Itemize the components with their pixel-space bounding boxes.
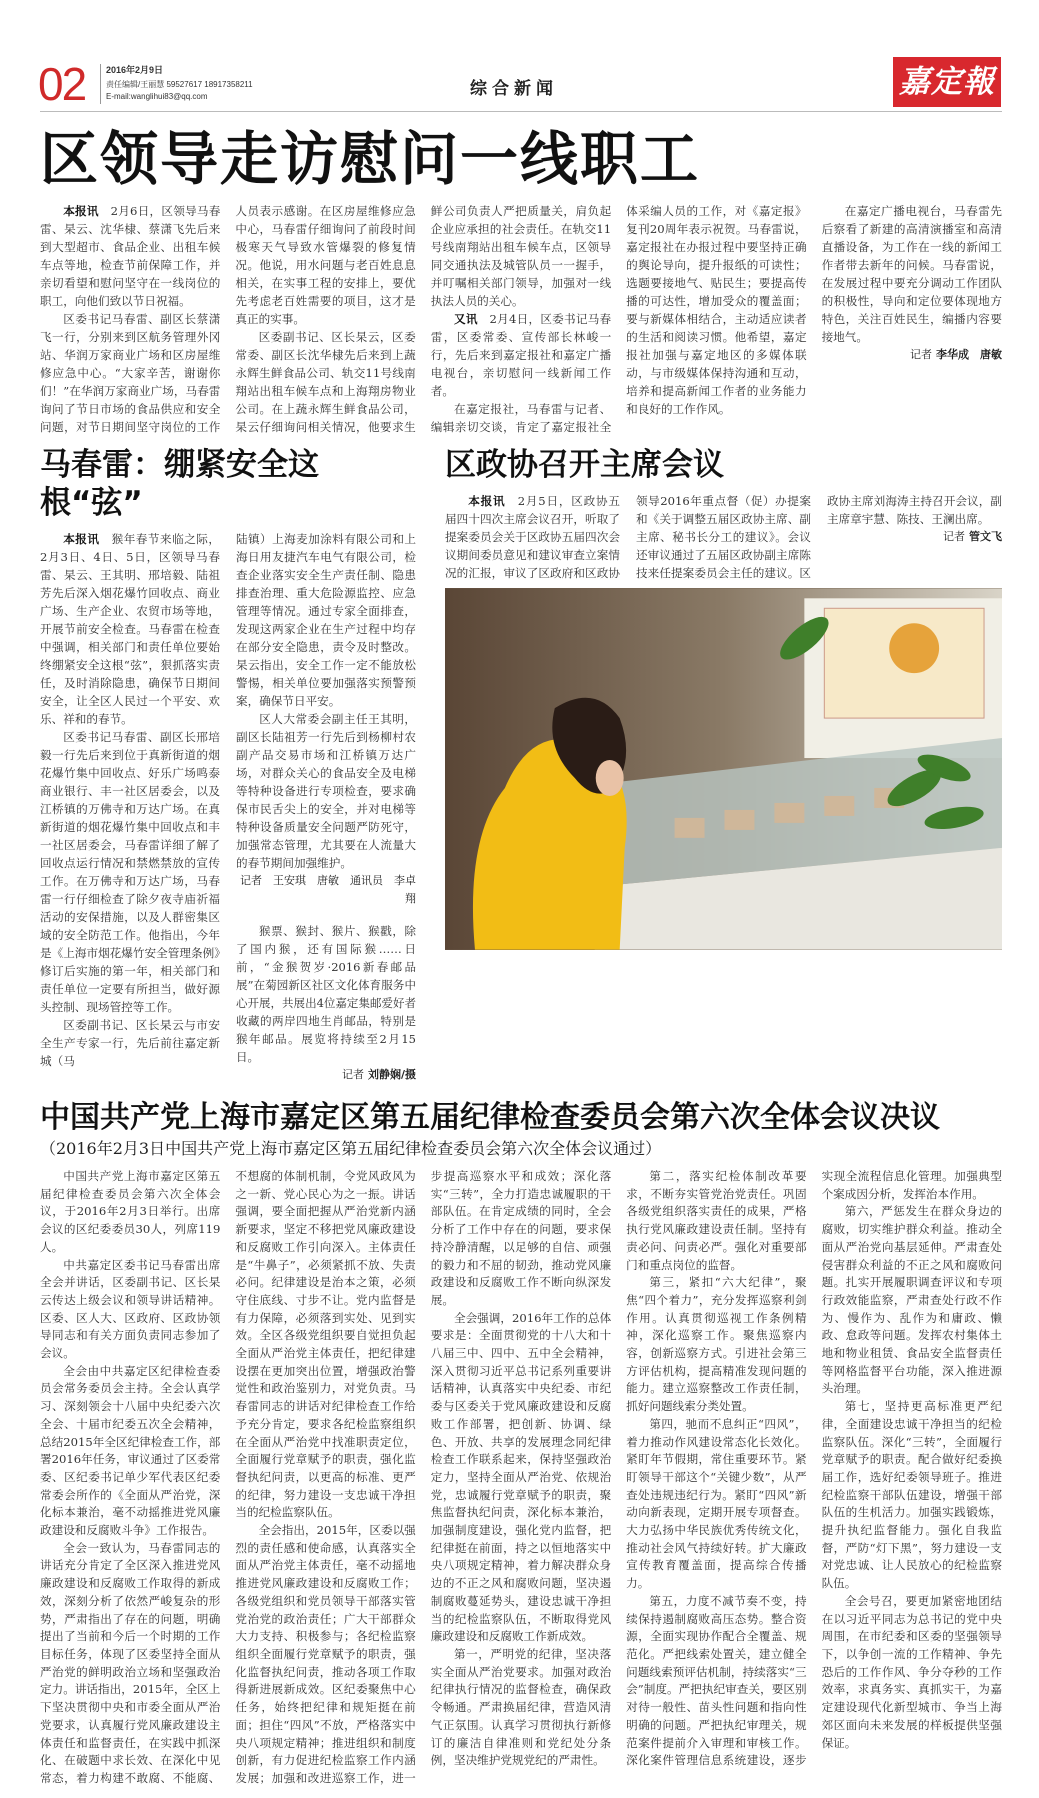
newspaper-logo: 嘉定報 — [893, 57, 1001, 107]
paragraph — [40, 1363, 220, 1540]
article-2-col-2-wrap — [236, 530, 416, 1084]
paragraph-text: 猴年春节来临之际，2月3日、4日、5日，区领导马春雷、杲云、王其明、邢培毅、陆祖芳先后深入烟花爆竹回收点、商业广场、生产企业、农贸市场等地，开展节前安全检查。马春雷在检查中强调，相关部门和责任单位要始终绷紧安全这根“弦”，狠抓落实责任，及时消除隐患，确保节日期间安全，让全区人民过一个平安、欢乐、祥和的春节。 — [40, 532, 220, 726]
paragraph — [822, 1593, 1002, 1752]
paragraph-text: 区委副书记、区长杲云与市安全生产专家一行，先后前往嘉定新城（马 — [40, 1018, 220, 1068]
photo-credit: 记者 刘静娴/摄 — [341, 1068, 416, 1081]
article-4-body — [40, 1168, 1002, 1788]
paragraph-text: 2月6日，区领导马春雷、杲云、沈华棣、蔡潇飞先后来到大型超市、食品企业、出租车候车点等地，检查节前保障工作，并亲切看望和慰问坚守在一线岗位的职工，向他们致以节日祝福。 — [40, 204, 221, 308]
editor-email: E-mail:wanglihui83@qq.com — [106, 92, 208, 101]
subheadline-4: （2016年2月3日中国共产党上海市嘉定区第五届纪律检查委员会第六次全体会议通过） — [40, 1139, 662, 1158]
headline-2: 马春雷：绷紧安全这根“弦” — [40, 447, 319, 521]
paragraph-text: 第四，驰而不息纠正“四风”，着力推动作风建设常态化长效化。紧盯年节假期，常住重要环节。紧盯领导干部这个“关键少数”，从严查处违规违纪行为。紧盯“四风”新动向新表现，定期开展专项督查。大力弘扬中华民族优秀传统文化，推动社会风气持续好转。扩大廉政宣传教育覆盖面，提高综合传播力。 — [626, 1416, 807, 1591]
paragraph-text: 第三，紧扣“六大纪律”，聚焦“四个着力”，充分发挥巡察利剑作用。认真贯彻巡视工作条例精神，深化巡察工作。聚焦巡察内容，创新巡察方式。引进社会第三方评估机构，提高精准发现问题的能力。建立巡察整改工作责任制，抓好问题线索分类处置。 — [626, 1275, 807, 1414]
paragraph-text: 陆镇）上海麦加涂料有限公司和上海日用友捷汽车电气有限公司，检查企业落实安全生产责任制、隐患排查治理、重大危险源监控、应急管理等情况。通过专家全面排查，发现这两家企业在生产过程中均存在部分安全隐患，责令及时整改。杲云指出，安全工作一定不能放松警惕，相关单位要加强落实预警预案，确保节日平安。 — [236, 532, 416, 708]
paragraph-text: 2月5日，区政协五届四十四次主席会议召开，听取了提案委员会关于区政协五届四次会议期间委员意见和建议审查立案情况的汇报，审议了区政府和区政协领导2016年重点督（促）办提案和《关于调整五届区政协主席、副主席、秘书长分工的建议》。会议还审议通过了五届区政协副主席陈技来任提案委员会主任的建议。区政协主席刘海涛主持召开会议，副主席章宇慧、陈技、王澜出席。 — [445, 494, 1002, 580]
paragraph-text: 在嘉定广播电视台，马春雷先后察看了新建的高清演播室和高清直播设备，为工作在一线的新闻工作者带去新年的问候。马春雷说，在发展过程中要充分调动工作团队的积极性，导向和定位要体现地方特色，关注百姓民生，编播内容要接地气。 — [821, 204, 1002, 344]
paragraph-text: 第二，落实纪检体制改革要求，不断夯实管党治党责任。巩固各级党组织落实责任的成果，严格执行党风廉政建设责任制。坚持有责必问、问责必严。强化对重要部门和重点岗位的监督。 — [626, 1169, 807, 1272]
paragraph — [626, 1168, 806, 1274]
byline: 记者 管文飞 — [943, 530, 1002, 543]
article-1-body — [40, 202, 1002, 436]
lead-tag: 本报讯 — [63, 532, 100, 546]
paragraph-text: 中国共产党上海市嘉定区第五届纪律检查委员会第六次全体会议，于2016年2月3日举行。出席会议的区纪委委员30人，列席119人。 — [40, 1169, 221, 1254]
paragraph — [236, 710, 416, 872]
photo-woman-viewing-stamps — [445, 588, 1002, 950]
paragraph-text: 在嘉定报社，马春雷与记者、编辑亲切交谈，肯定了嘉定报社全体采编人员的工作，对《嘉定报》复刊20周年表示祝贺。马春雷说，嘉定报社在办报过程中要坚持正确的舆论导向，提升报纸的可读性；选题要接地气、贴民生；要提高传播的可达性，增加受众的覆盖面；要与新媒体相结合，主动适应读者的生活和阅读习惯。他希望，嘉定报社加强与嘉定地区的多媒体联动，与市级媒体保持沟通和互动，培养和提高新闻工作者的业务能力和良好的工作作风。 — [430, 204, 807, 434]
paragraph-text: 区委书记马春雷、副区长蔡潇飞一行，分别来到区航务管理外冈站、华润万家商业广场和区房屋维修应急中心。“大家辛苦，谢谢你们！”在华润万家商业广场，马春雷询问了节日市场的食品供应和安全问题，对节日期间坚守岗位的工作人员表示感谢。在区房屋维修应急中心，马春雷仔细询问了前段时间极寒天气导致水管爆裂的修复情况。他说，用水问题与老百姓息息相关，在实事工程的安排上，要优先考虑老百姓需要的项目，这才是真正的实事。 — [40, 204, 416, 434]
paragraph-text: 全会指出，2015年，区委以强烈的责任感和使命感，认真落实全面从严治党主体责任，毫不动摇地推进党风廉政建设和反腐败工作；各级党组织和党员领导干部落实管党治党的政治责任；广大干部群众大力支持、积极参与；各纪检监察组织全面履行党章赋予的职责，强化监督执纪问责，推动各项工作取得新进展新成效。区纪委聚焦中心任务，始终把纪律和规矩挺在前面；担住“四风”不放，严格落实中央八项规定精神；推进组织和制度创新，有力促进纪检监察工作内涵发展；加强和改进巡察工作，进一步提高巡察水平和成效；深化落实“三转”，全力打造忠诚履职的干部队伍。在肯定成绩的同时，全会分析了工作中存在的问题，要求保持冷静清醒，以足够的自信、顽强的毅力和不屈的韧劲，推动党风廉政建设和反腐败工作不断向纵深发展。 — [235, 1169, 612, 1785]
article-3-body — [445, 492, 1002, 582]
paragraph — [822, 1398, 1002, 1593]
issue-date: 2016年2月9日 — [106, 65, 164, 75]
headline-1: 区领导走访慰问一线职工 — [40, 125, 701, 193]
paragraph-text: 全会强调，2016年工作的总体要求是：全面贯彻党的十八大和十八届三中、四中、五中全会精神，深入贯彻习近平总书记系列重要讲话精神，认真落实中央纪委、市纪委与区委关于党风廉政建设和反腐败工作部署，把创新、协调、绿色、开放、共享的发展理念同纪律检查工作联系起来，保持坚强政治定力，坚持全面从严治党、依规治党，忠诚履行党章赋予的职责，聚焦监督执纪问责，深化标本兼治，加强制度建设，强化党内监督，把纪律挺在前面，持之以恒地落实中央八项规定精神，着力解决群众身边的不正之风和腐败问题，坚决遏制腐败蔓延势头，建设忠诚干净担当的纪检监察队伍，不断取得党风廉政建设和反腐败工作新成效。 — [430, 1310, 612, 1644]
article-2-col-2 — [236, 530, 416, 908]
paragraph-text: 第七，坚持更高标准更严纪律，全面建设忠诚干净担当的纪检监察队伍。深化“三转”，全面履行党章赋予的职责。配合做好纪委换届工作，选好纪委领导班子。推进纪检监察干部队伍建设，增强干部队伍的生机活力。加强实践锻炼，提升执纪监督能力。强化自我监督，严防“灯下黑”，努力建设一支对党忠诚、让人民放心的纪检监察队伍。 — [821, 1399, 1002, 1591]
paragraph-text: 2月4日，区委书记马春雷，区委常委、宣传部长林峻一行，先后来到嘉定报社和嘉定广播电视台，亲切慰问一线新闻工作者。 — [430, 312, 612, 398]
section-title: 综合新闻 — [470, 79, 558, 99]
lead-tag: 本报讯 — [468, 494, 506, 508]
paragraph — [40, 1168, 220, 1257]
paragraph-text: 区委书记马春雷、副区长邢培毅一行先后来到位于真新街道的烟花爆竹集中回收点、好乐广场鸣泰商业银行、丰一社区居委会，以及江桥镇的万佛寺和万达广场。在真新街道的烟花爆竹集中回收点和丰一社区居委会，马春雷详细了解了回收点运行情况和禁燃禁放的宣传工作。在万佛寺和万达广场，马春雷一行仔细检查了除夕夜寺庙祈福活动的安保措施，以及人群密集区域的安全防范工作。他指出，今年是《上海市烟花爆竹安全管理条例》修订后实施的第一年，相关部门和责任单位一定要有所担当，做好源头控制、现场管控等工作。 — [40, 730, 220, 1014]
paragraph — [236, 530, 416, 710]
paragraph-text: 中共嘉定区委书记马春雷出席全会并讲话，区委副书记、区长杲云传达上级会议和领导讲话精神。区委、区人大、区政府、区政协领导同志和有关方面负责同志参加了会议。 — [40, 1257, 221, 1361]
paragraph-text: 第一，严明党的纪律，坚决落实全面从严治党要求。加强对政治纪律执行情况的监督检查，确保政令畅通。严肃换届纪律，营造风清气正氛围。认真学习贯彻执行新修订的廉洁自律准则和党纪处分条例，坚决维护党规党纪的严肃性。 — [430, 1646, 612, 1768]
middle-row — [40, 446, 1002, 1084]
paragraph — [431, 1646, 611, 1770]
paragraph — [822, 202, 1002, 346]
byline: 记者 王安琪 唐敏 通讯员 李卓翔 — [240, 874, 416, 905]
paragraph — [40, 202, 220, 310]
paragraph — [626, 1274, 806, 1416]
paragraph — [40, 530, 220, 728]
paragraph — [40, 728, 220, 1016]
article-2-col-1 — [40, 530, 220, 1070]
page-header — [40, 0, 1002, 112]
page-number: 02 — [38, 58, 86, 110]
article-3 — [445, 446, 1002, 950]
paragraph-text: 全会号召，要更加紧密地团结在以习近平同志为总书记的党中央周围，在市纪委和区委的坚强领导下，以争创一流的工作精神、争先恐后的工作作风、争分夺秒的工作效率，求真务实、真抓实干，为嘉定建设现代化新型城市、争当上海郊区面向未来发展的样板提供坚强保证。 — [821, 1593, 1002, 1750]
paragraph — [822, 1203, 1002, 1398]
caption-text: 猴票、猴封、猴片、猴戳，除了国内猴，还有国际猴……日前，“金猴贺岁·2016新春邮品展”在菊园新区社区文化体育服务中心开展，共展出4位嘉定集邮爱好者收藏的两岸四地生肖邮品，特别是猴年邮品。展览将持续至2月15日。 — [236, 924, 416, 1064]
article-2-columns — [40, 530, 417, 1084]
paragraph-text: 第五，力度不减节奏不变，持续保持遏制腐败高压态势。整合资源，全面实现协作配合全覆盖、规范化。严把线索处置关，建立健全问题线索预评估机制，持续落实“三会”制度。严把执纪审查关，要区别对待一般性、苗头性问题和指向性明确的问题。严把执纪审理关，规范案件提前介入审理和审核工作。深化案件管理信息系统建设，逐步实现全流程信息化管理。加强典型个案成因分析，发挥治本作用。 — [626, 1169, 1002, 1768]
paragraph — [40, 1257, 220, 1363]
byline: 记者 李华成 唐敏 — [909, 348, 1002, 361]
headline-4: 中国共产党上海市嘉定区第五届纪律检查委员会第六次全体会议决议 — [40, 1100, 940, 1135]
paragraph-text: 区委副书记、区长杲云，区委常委、副区长沈华棣先后来到上蔬永辉生鲜食品公司、轨交11号线南翔站出租车候车点和上海翔房物业公司。在上蔬永辉生鲜食品公司，杲云仔细询问相关情况，他要求生鲜公司负责人严把质量关，肩负起企业应承担的社会责任。在轨交11号线南翔站出租车候车点，区领导同交通执法及城管队员一一握手，并叮嘱相关部门领导，加强对一线执法人员的关心。 — [235, 204, 612, 434]
lead-tag: 本报讯 — [63, 204, 99, 218]
paragraph-text: 全会一致认为，马春雷同志的讲话充分肯定了全区深入推进党风廉政建设和反腐败工作取得的新成效，深刻分析了依然严峻复杂的形势，严肃指出了存在的问题，明确提出了当前和今后一个时期的工作目标任务，体现了区委坚持全面从严治党的鲜明政治立场和坚强政治定力。讲话指出，2015年，全区上下坚决贯彻中央和市委全面从严治党要求，认真履行党风廉政建设主体责任和监督责任，在实践中抓深化、在破题中求长效、在深化中见常态，着力构建不敢腐、不能腐、不想腐的体制机制，令党风政风为之一新、党心民心为之一振。讲话强调，要全面把握从严治党新内涵新要求，坚定不移把党风廉政建设和反腐败工作引向深入。主体责任是“牛鼻子”，必须紧抓不放、失责必问。纪律建设是治本之策，必须守住底线、寸步不让。党内监督是有力保障，必须落到实处、见到实效。全区各级党组织要自觉担负起全面从严治党主体责任，把纪律建设摆在更加突出位置，增强政治警觉性和政治鉴别力，对党负责。马春雷同志的讲话对纪律检查工作给予充分肯定，要求各纪检监察组织在全面从严治党中找准职责定位，全面履行党章赋予的职责，强化监督执纪问责，以更高的标准、更严的纪律，努力建设一支忠诚干净担当的纪检监察队伍。 — [40, 1169, 416, 1785]
news-photo — [445, 588, 1002, 950]
photo-caption — [236, 922, 416, 1084]
paragraph-text: 第六，严惩发生在群众身边的腐败，切实维护群众利益。推动全面从严治党向基层延伸。严肃查处侵害群众利益的不正之风和腐败问题。扎实开展履职调查评议和专项行政效能监察，严肃查处行政不作为、慢作为、乱作为和庸政、懒政、怠政等问题。发挥农村集体土地和物业租赁、食品安全监督责任等网格监督平台功能，深入推进源头治理。 — [821, 1204, 1002, 1396]
lead-tag: 又讯 — [453, 312, 478, 326]
paragraph-text: 全会由中共嘉定区纪律检查委员会常务委员会主持。全会认真学习、深刻领会十八届中央纪委六次全会、十届市纪委五次全会精神，总结2015年全区纪律检查工作，部署2016年任务，审议通过了区委常委、区纪委书记单少军代表区纪委常委会所作的《全面从严治党，深化标本兼治，毫不动摇推进党风廉政建设和反腐败斗争》工作报告。 — [40, 1363, 221, 1538]
divider — [100, 64, 101, 104]
article-2 — [40, 446, 417, 1084]
paragraph-text: 区人大常委会副主任王其明，副区长陆祖芳一行先后到杨柳村农副产品交易市场和江桥镇万达广场，对群众关心的食品安全及电梯等特种设备进行专项检查，要求确保市民舌尖上的安全，并对电梯等特种设备质量安全问题严防死守，加强常态管理，尤其要在人流量大的春节期间加强维护。 — [236, 712, 416, 870]
paragraph — [626, 1416, 806, 1593]
paragraph — [431, 1310, 611, 1646]
paragraph — [40, 1016, 220, 1070]
editor-info: 责任编辑/王丽慧 59527617 18917358211 — [106, 80, 253, 89]
headline-3: 区政协召开主席会议 — [445, 447, 724, 483]
paragraph — [431, 310, 611, 400]
